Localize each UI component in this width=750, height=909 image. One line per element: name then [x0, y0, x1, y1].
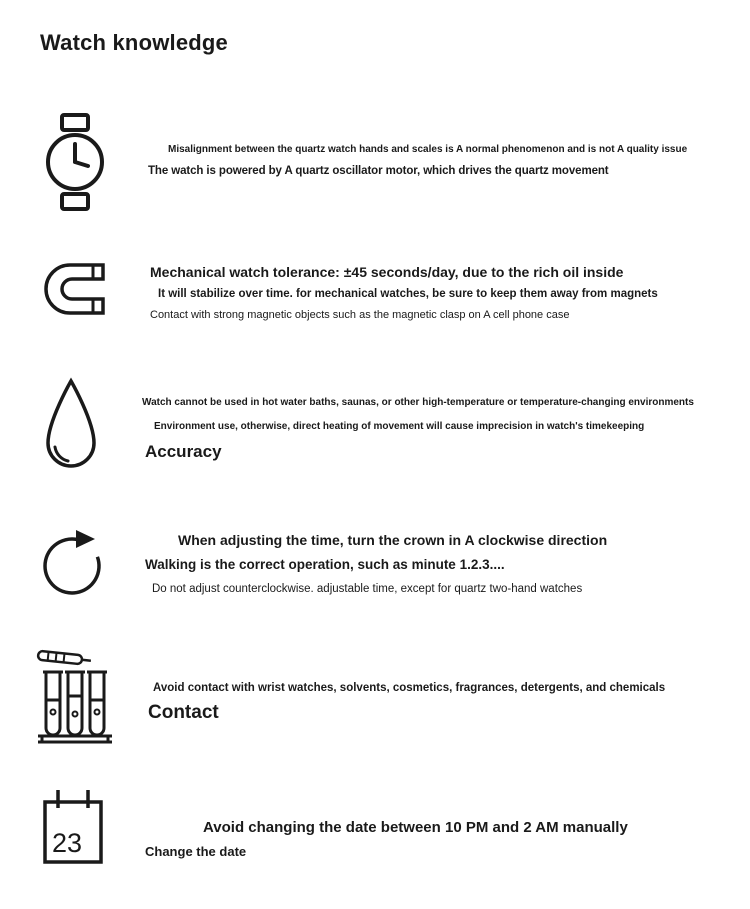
magnetism-text — [150, 265, 658, 321]
text-line: Environment use, otherwise, direct heating of movement will cause imprecision in watch's timekeeping — [154, 420, 645, 432]
text-line: Walking is the correct operation, such as minute 1.2.3.... — [145, 556, 505, 572]
magnet-icon — [44, 261, 106, 317]
text-line: Avoid contact with wrist watches, solvents, cosmetics, fragrances, detergents, and chemicals — [153, 682, 666, 694]
section-heading: Contact — [148, 702, 219, 724]
text-line: The watch is powered by A quartz oscillator motor, which drives the quartz movement — [148, 164, 609, 177]
quartz-movement-text — [148, 145, 687, 177]
page-title: Watch knowledge — [40, 30, 228, 55]
date-change-text — [145, 820, 628, 858]
calendar-icon — [40, 786, 106, 874]
calendar-day-number: 23 — [52, 828, 83, 858]
text-line: Mechanical watch tolerance: ±45 seconds/day, due to the rich oil inside — [150, 264, 624, 280]
text-line: It will stabilize over time. for mechanical watches, be sure to keep them away from magnets — [158, 287, 658, 300]
text-line: Do not adjust counterclockwise. adjustable time, except for quartz two-hand watches — [152, 582, 583, 595]
text-line: When adjusting the time, turn the crown in A clockwise direction — [178, 532, 608, 548]
time-adjustment-text — [145, 533, 607, 595]
text-line: Contact with strong magnetic objects such as the magnetic clasp on A cell phone case — [150, 308, 570, 321]
clockwise-arrow-icon — [42, 518, 106, 602]
text-line: Change the date — [145, 843, 247, 859]
test-tubes-icon — [36, 644, 114, 746]
text-line: Watch cannot be used in hot water baths, saunas, or other high-temperature or temperature-changing environments — [142, 397, 694, 408]
temperature-text — [142, 398, 694, 461]
chemicals-text — [148, 682, 665, 723]
water-drop-icon — [42, 377, 100, 479]
text-line: Misalignment between the quartz watch hands and scales is A normal phenomenon and is not A quality issue — [168, 144, 688, 155]
text-line: Avoid changing the date between 10 PM and 2 AM manually — [203, 819, 628, 836]
wristwatch-icon — [44, 112, 106, 212]
section-heading: Accuracy — [145, 442, 222, 461]
